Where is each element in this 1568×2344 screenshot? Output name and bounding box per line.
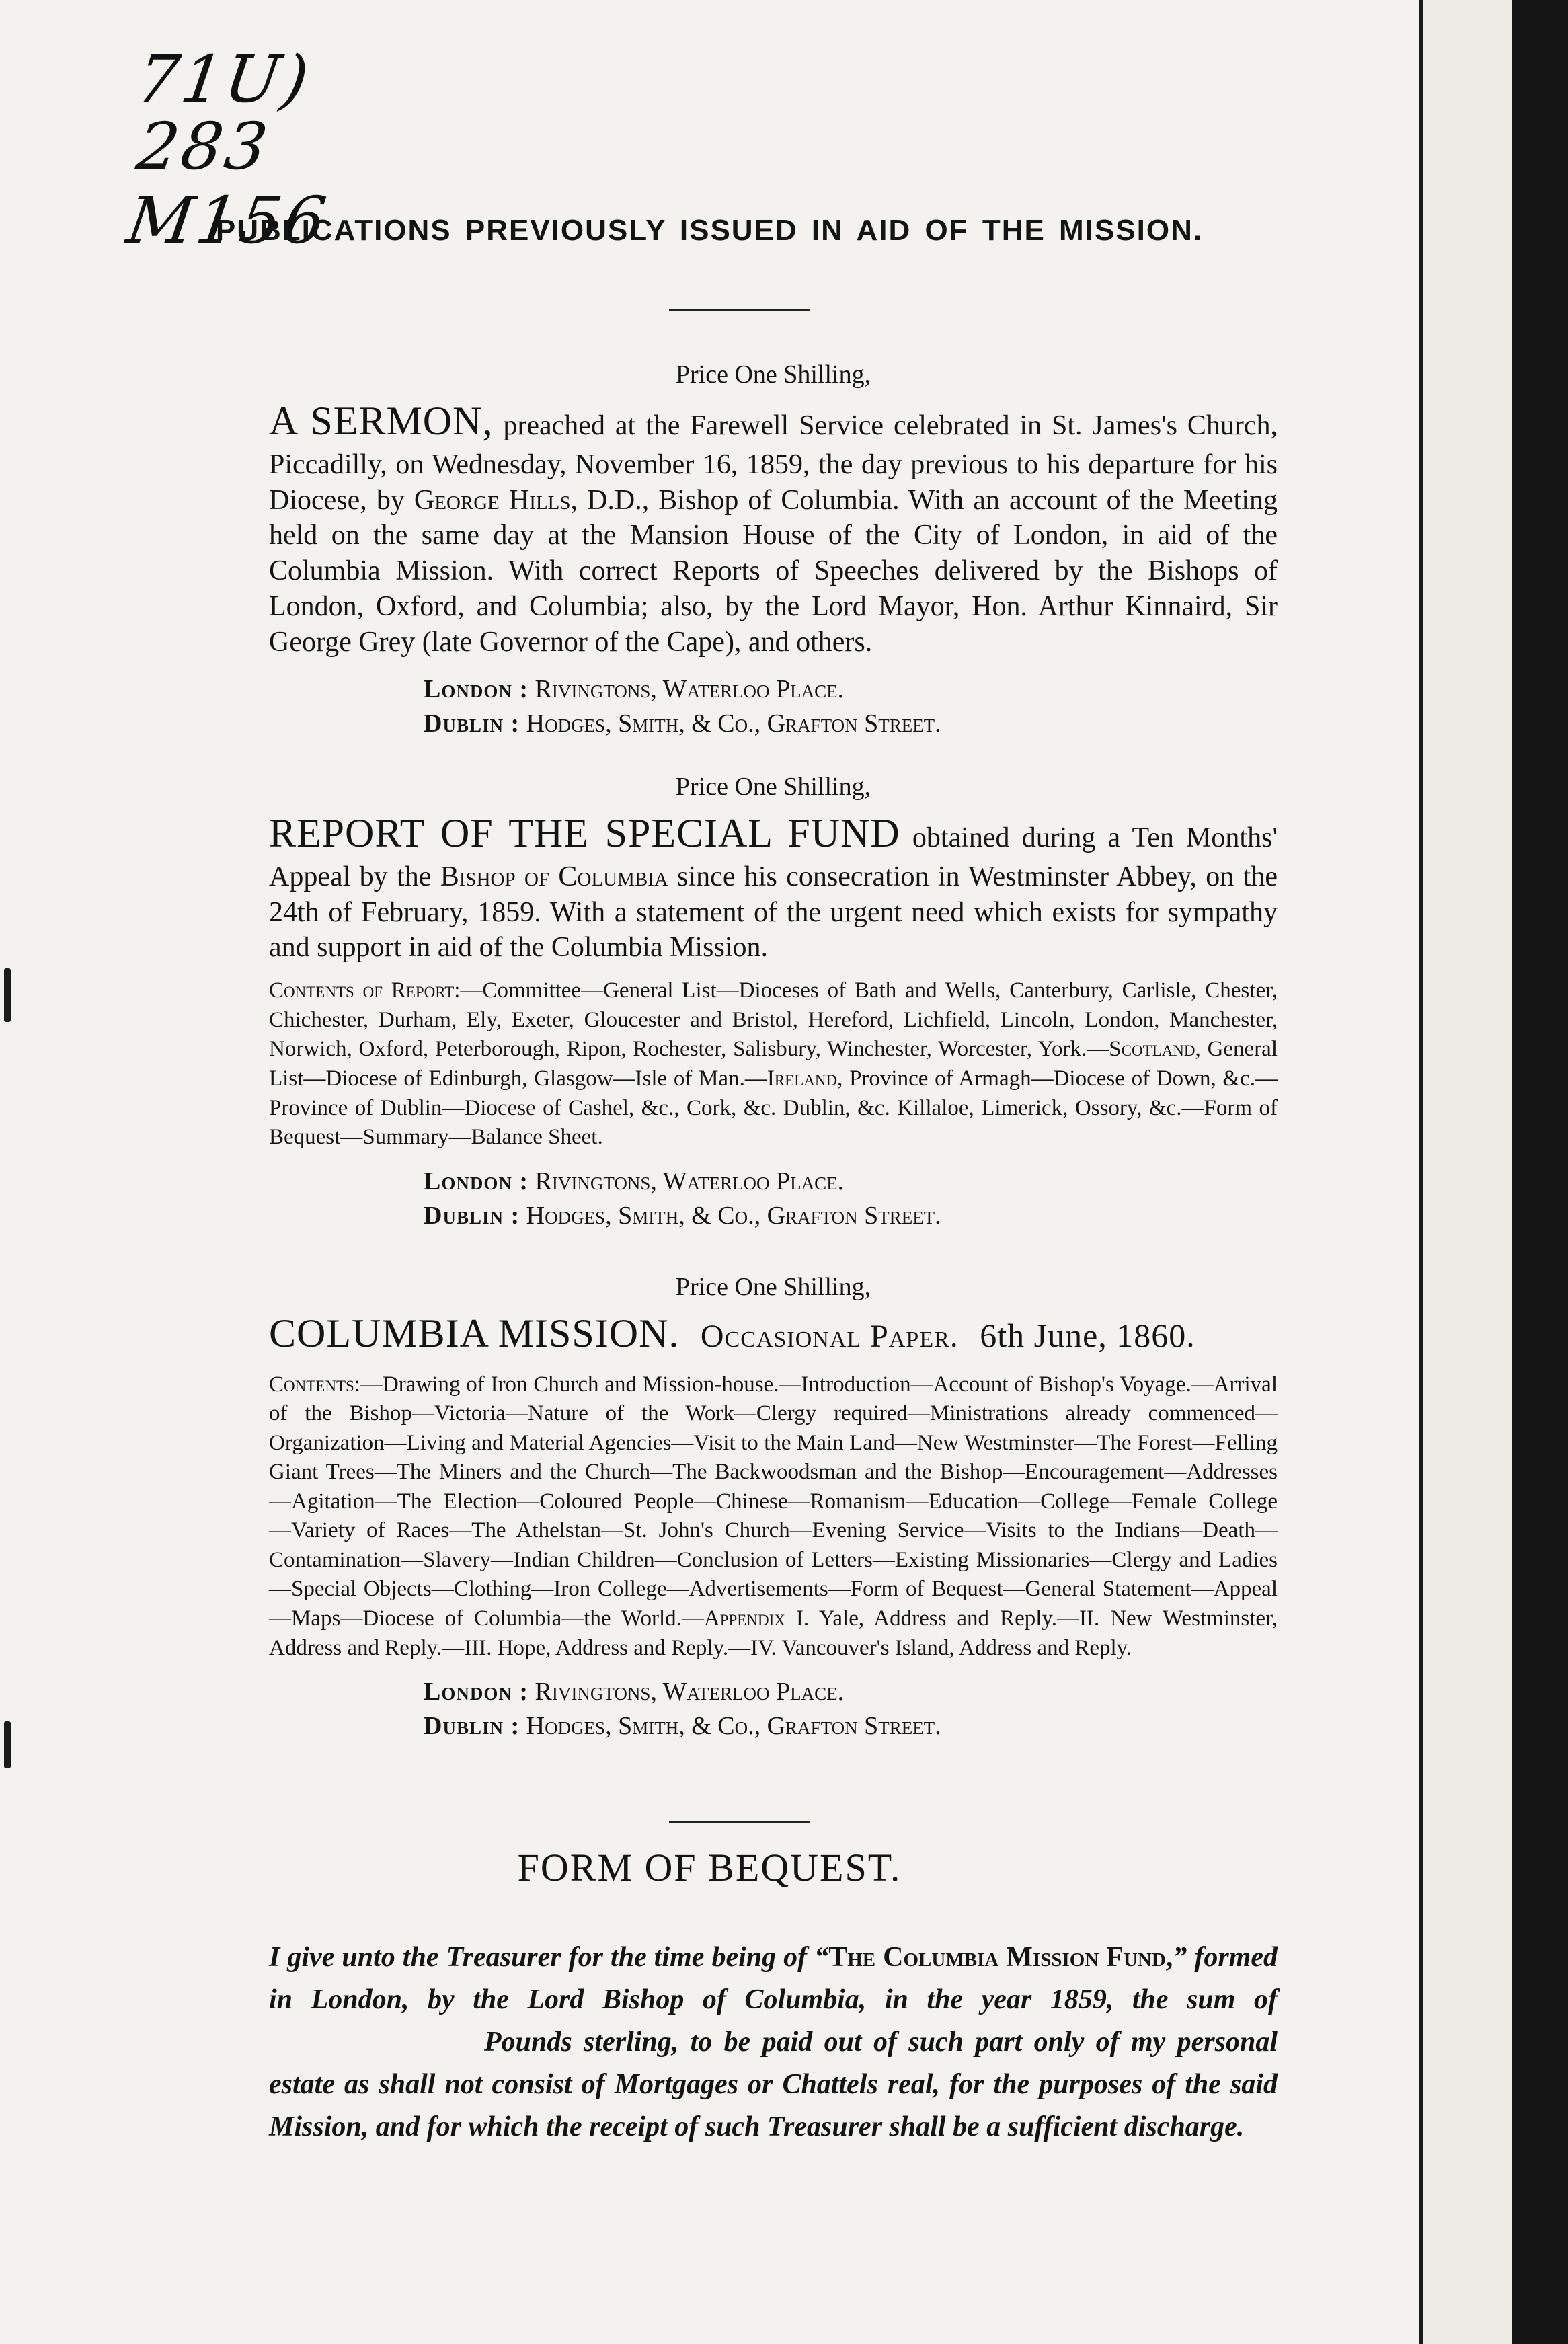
dublin-house: Hodges, Smith, & Co., Grafton Street. (526, 709, 941, 738)
bequest-text-part: I give unto the Treasurer for the time being of “ (269, 1942, 829, 1973)
scan-speck (4, 968, 11, 1022)
bequest-text-part: Pounds sterling, to be paid out of such part only of my personal estate as shall not consist of Mortgages or Chattels real, for the purposes of the said Mission, and for which the receipt of such Treasurer shall be a sufficient discharge. (269, 2027, 1278, 2142)
fund-name: The Columbia Mission Fund, (828, 1942, 1173, 1973)
dublin-label: Dublin : (424, 709, 520, 738)
contents-text: I. Yale, Address and Reply.—II. New Westminster, Address and Reply.—III. Hope, Address and Reply.—IV. Vancouver's Island, Address and Reply. (269, 1606, 1278, 1660)
dublin-publisher (424, 1199, 1278, 1233)
publication-description (269, 396, 1278, 660)
description-text: preached at the Farewell Service celebrated in St. James's Church, Piccadilly, on Wednesday, November 16, 1859, the day previous to his departure for his Diocese, by (269, 410, 1278, 516)
price-line: Price One Shilling, (675, 773, 871, 801)
contents-text: :—Drawing of Iron Church and Mission-house.—Introduction—Account of Bishop's Voyage.—Arrival of the Bishop—Victoria—Nature of the Work—Clergy required—Ministrations already commenced—Organization—Living and Material Agencies—Visit to the Main Land—New Westminster—The Forest—Felling Giant Trees—The Miners and the Church—The Backwoodsman and the Bishop—Encouragement—Addresses—Agitation—The Election—Coloured People—Chinese—Romanism—Education—College—Female College—Variety of Races—The Athelstan—St. John's Church—Evening Service—Visits to the Indians—Death—Contamination—Slavery—Indian Children—Conclusion of Letters—Existing Missionaries—Clergy and Ladies—Special Objects—Clothing—Iron College—Advertisements—Form of Bequest—General Statement—Appeal—Maps—Diocese of Columbia—the World.— (269, 1372, 1278, 1631)
contents-text: :—Committee—General List—Dioceses of Bath and Wells, Canterbury, Carlisle, Chester, Chichester, Durham, Ely, Exeter, Gloucester and Bristol, Hereford, Lichfield, Lincoln, London, Manchester, Norwich, Oxford, Peterborough, Ripon, Rochester, Salisbury, Winchester, Worcester, York.— (269, 978, 1278, 1062)
paper-date: 6th June, 1860. (980, 1317, 1195, 1354)
author-name: George Hills, D.D. (414, 484, 642, 516)
dublin-house: Hodges, Smith, & Co., Grafton Street. (526, 1201, 941, 1230)
contents-text: , General List—Diocese of Edinburgh, Glasgow—Isle of Man.— (269, 1037, 1278, 1091)
publisher-imprint (424, 672, 1278, 742)
page-heading: PUBLICATIONS PREVIOUSLY ISSUED IN AID OF THE MISSION. (215, 214, 1204, 247)
london-publisher (424, 672, 1278, 707)
publication-occasional-paper (269, 1272, 1278, 1744)
bequest-text-part: ” formed in London, by the Lord Bishop of Columbia, in the year 1859, the sum of (269, 1942, 1278, 2015)
paper-type: Occasional Paper. (700, 1319, 959, 1354)
london-house: Rivingtons, Waterloo Place. (535, 1167, 845, 1196)
publication-description (269, 808, 1278, 966)
bishop-name: Bishop of Columbia (440, 861, 668, 892)
london-label: London : (424, 1678, 528, 1707)
handwritten-call-number-line: 283 (132, 109, 275, 184)
paper-contents (269, 1370, 1278, 1663)
publication-title: A SERMON, (269, 399, 494, 443)
publication-title: COLUMBIA MISSION. (269, 1311, 680, 1356)
contents-text: , Province of Armagh—Diocese of Down, &c.—Province of Dublin—Diocese of Cashel, &c., Cork, &c. Dublin, &c. Killaloe, Limerick, Ossory, &c.—Form of Bequest—Summary—Balance Sheet. (269, 1066, 1278, 1150)
publisher-imprint (424, 1165, 1278, 1234)
description-text: since his consecration in Westminster Abbey, on the 24th of February, 1859. With a statement of the urgent need which exists for sympathy and support in aid of the Columbia Mission. (269, 861, 1278, 964)
price-line: Price One Shilling, (675, 1273, 871, 1301)
description-text: , Bishop of Columbia. With an account of the Meeting held on the same day at the Mansion House of the City of London, in aid of the Columbia Mission. With correct Reports of Speeches delivered by the Bishops of London, Oxford, and Columbia; also, by the Lord Mayor, Hon. Arthur Kinnaird, Sir George Grey (late Governor of the Cape), and others. (269, 484, 1278, 658)
publication-sermon (269, 360, 1278, 742)
dublin-label: Dublin : (424, 1201, 520, 1230)
handwritten-call-number-line: M156 (122, 183, 334, 258)
dublin-label: Dublin : (424, 1712, 520, 1741)
london-label: London : (424, 1167, 528, 1196)
dublin-house: Hodges, Smith, & Co., Grafton Street. (526, 1712, 941, 1741)
price-line: Price One Shilling, (675, 360, 871, 389)
publisher-imprint (424, 1675, 1278, 1744)
publication-description (269, 1308, 1278, 1360)
dublin-publisher (424, 1709, 1278, 1744)
report-contents (269, 976, 1278, 1152)
scan-border (1512, 0, 1568, 2344)
contents-section: Scotland (1109, 1037, 1195, 1062)
dublin-publisher (424, 707, 1278, 741)
scan-speck (4, 1721, 11, 1768)
scan-margin (1419, 0, 1568, 2344)
contents-label: Contents of Report (269, 978, 455, 1003)
appendix-label: Appendix (703, 1606, 785, 1631)
handwritten-call-number-line: 71U) (132, 42, 316, 117)
section-divider (669, 1821, 810, 1823)
description-text: obtained during a Ten Months' Appeal by the (269, 822, 1278, 892)
london-label: London : (424, 675, 528, 704)
london-house: Rivingtons, Waterloo Place. (535, 675, 845, 704)
publication-report (269, 772, 1278, 1233)
london-publisher (424, 1675, 1278, 1709)
london-publisher (424, 1165, 1278, 1199)
contents-label: Contents (269, 1372, 354, 1397)
contents-section: Ireland (767, 1066, 838, 1091)
publication-title: REPORT OF THE SPECIAL FUND (269, 811, 900, 855)
bequest-text (269, 1937, 1278, 2148)
heading-divider (669, 309, 810, 311)
bequest-title: FORM OF BEQUEST. (517, 1846, 902, 1889)
london-house: Rivingtons, Waterloo Place. (535, 1678, 845, 1707)
